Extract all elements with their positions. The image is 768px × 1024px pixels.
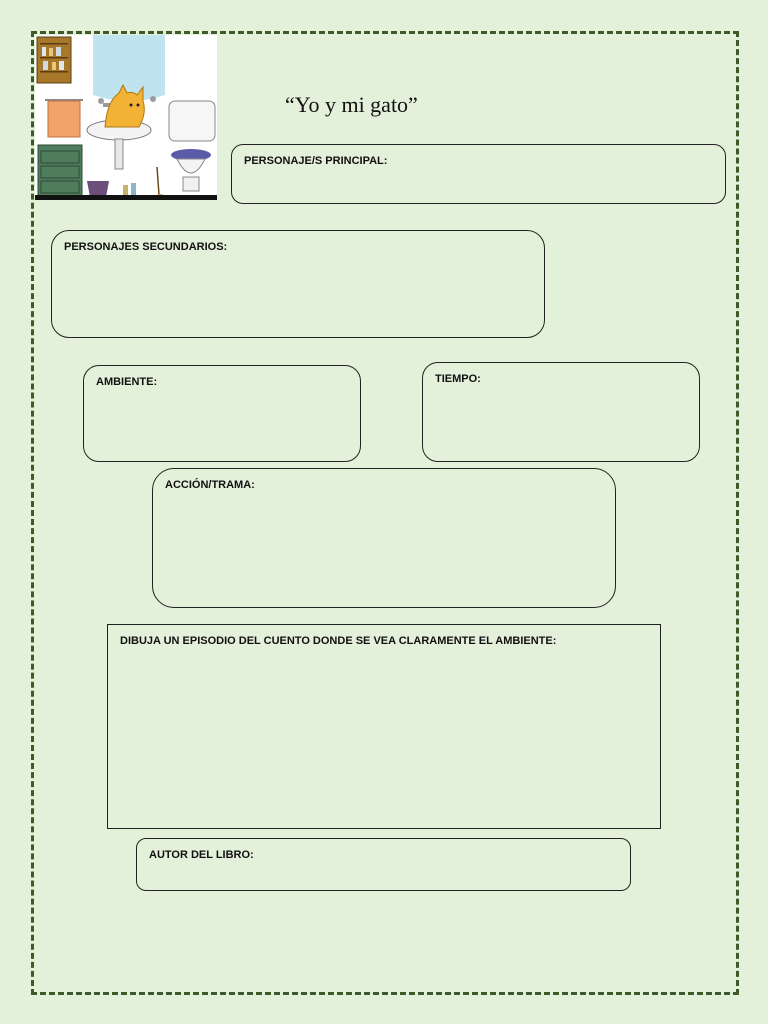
drawing-instruction-label: DIBUJA UN EPISODIO DEL CUENTO DONDE SE VEA CLARAMENTE EL AMBIENTE: — [120, 635, 557, 647]
worksheet-title: “Yo y mi gato” — [285, 92, 418, 117]
drawing-area[interactable] — [107, 624, 661, 829]
setting-field[interactable] — [83, 365, 361, 462]
main-characters-label: PERSONAJE/S PRINCIPAL: — [244, 155, 388, 167]
secondary-characters-label: PERSONAJES SECUNDARIOS: — [64, 241, 228, 253]
book-author-label: AUTOR DEL LIBRO: — [149, 849, 254, 861]
main-characters-field[interactable] — [231, 144, 726, 204]
bathroom-cat-illustration — [35, 35, 217, 200]
plot-label: ACCIÓN/TRAMA: — [165, 479, 255, 491]
time-label: TIEMPO: — [435, 373, 481, 385]
secondary-characters-field[interactable] — [51, 230, 545, 338]
book-author-field[interactable] — [136, 838, 631, 891]
time-field[interactable] — [422, 362, 700, 462]
setting-label: AMBIENTE: — [96, 376, 158, 388]
plot-field[interactable] — [152, 468, 616, 608]
